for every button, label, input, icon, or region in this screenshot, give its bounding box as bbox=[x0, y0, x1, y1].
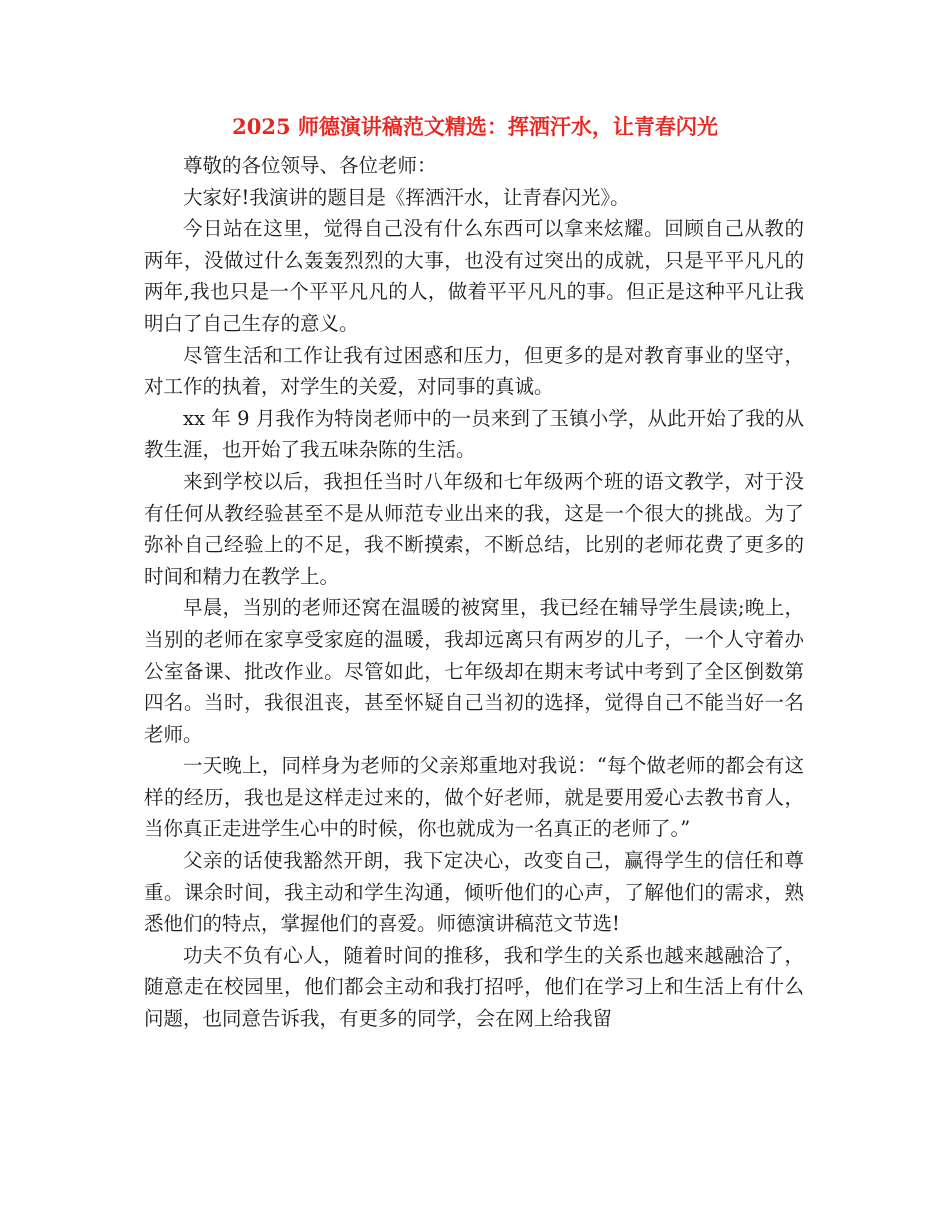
paragraph-greeting: 大家好!我演讲的题目是《挥洒汗水，让青春闪光》。 bbox=[183, 185, 630, 209]
paragraph: 早晨，当别的老师还窝在温暖的被窝里，我已经在辅导学生晨读;晚上，当别的老师在家享受家庭的温暖，我却远离只有两岁的儿子，一个人守着办公室备课、批改作业。尽管如此，七年级却在期末考试中考到了全区倒数第四名。当时，我很沮丧，甚至怀疑自己当初的选择，觉得自己不能当好一名老师。 bbox=[144, 596, 804, 746]
paragraph: xx 年 9 月我作为特岗老师中的一员来到了玉镇小学，从此开始了我的从教生涯，也开始了我五味杂陈的生活。 bbox=[144, 406, 804, 462]
document-body bbox=[144, 150, 804, 1035]
paragraph: 一天晚上，同样身为老师的父亲郑重地对我说：“每个做老师的都会有这样的经历，我也是这样走过来的，做个好老师，就是要用爱心去教书育人，当你真正走进学生心中的时候，你也就成为一名真正的老师了。” bbox=[144, 754, 804, 841]
paragraph: 尽管生活和工作让我有过困惑和压力，但更多的是对教育事业的坚守，对工作的执着，对学生的关爱，对同事的真诚。 bbox=[144, 343, 804, 399]
paragraph: 今日站在这里，觉得自己没有什么东西可以拿来炫耀。回顾自己从教的两年，没做过什么轰轰烈烈的大事，也没有过突出的成就，只是平平凡凡的两年,我也只是一个平平凡凡的人，做着平平凡凡的事。但正是这种平凡让我明白了自己生存的意义。 bbox=[144, 217, 804, 335]
paragraph: 来到学校以后，我担任当时八年级和七年级两个班的语文教学，对于没有任何从教经验甚至不是从师范专业出来的我，这是一个很大的挑战。为了弥补自己经验上的不足，我不断摸索，不断总结，比别的老师花费了更多的时间和精力在教学上。 bbox=[144, 469, 804, 588]
paragraph-salutation: 尊敬的各位领导、各位老师： bbox=[183, 154, 437, 177]
document-title: 2025 师德演讲稿范文精选：挥洒汗水，让青春闪光 bbox=[232, 114, 718, 139]
paragraph: 功夫不负有心人，随着时间的推移，我和学生的关系也越来越融洽了，随意走在校园里，他们都会主动和我打招呼，他们在学习上和生活上有什么问题，也同意告诉我，有更多的同学，会在网上给我留 bbox=[144, 943, 804, 1031]
paragraph: 父亲的话使我豁然开朗，我下定决心，改变自己，赢得学生的信任和尊重。课余时间，我主动和学生沟通，倾听他们的心声，了解他们的需求，熟悉他们的特点，掌握他们的喜爱。师德演讲稿范文节选! bbox=[144, 849, 804, 936]
